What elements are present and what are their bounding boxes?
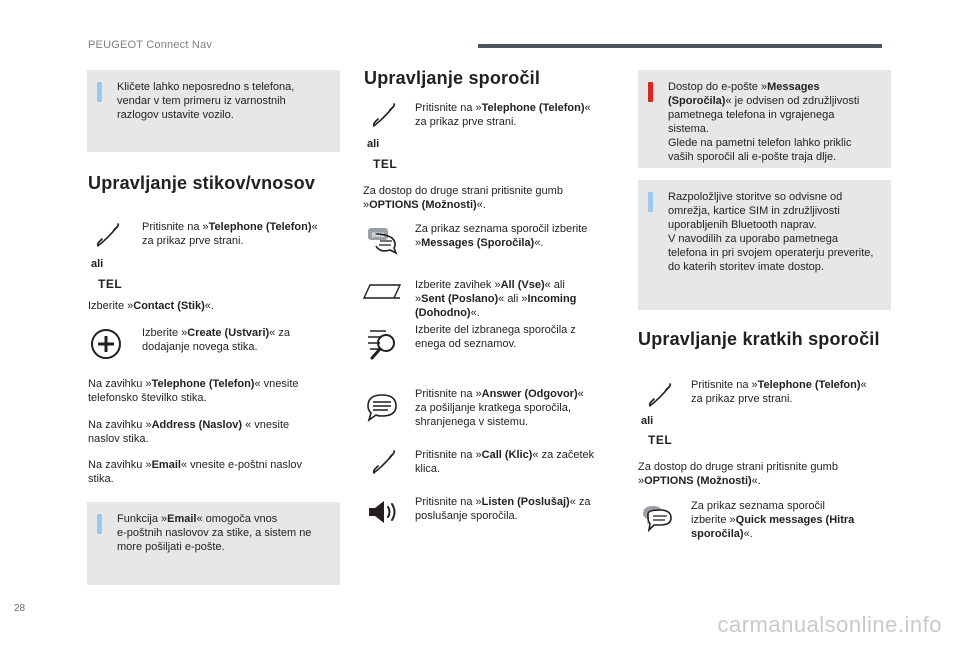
step-press-telephone: Pritisnite na »Telephone (Telefon)« za prikaz prve strani. — [691, 379, 867, 405]
note-text: Razpoložljive storitve so odvisne od omrežja, kartice SIM in združljivosti uporabljenih Bluetooth naprav. V navodilih za uporabo pametnega telefona in pri svojem operaterju preverite, do katerih storitev imate dostop. — [668, 191, 874, 273]
message-icon — [364, 392, 400, 424]
info-note — [87, 70, 340, 152]
page-header-title: PEUGEOT Connect Nav — [88, 39, 213, 51]
step-press-telephone: Pritisnite na »Telephone (Telefon)« za prikaz prve strani. — [142, 221, 318, 247]
search-icon — [364, 325, 400, 361]
step-press-telephone: Pritisnite na »Telephone (Telefon)« za prikaz prve strani. — [415, 102, 591, 128]
info-note-services — [638, 180, 891, 310]
or-label: ali — [641, 415, 654, 427]
quick-message-icon — [640, 503, 674, 533]
step-create-contact: Izberite »Create (Ustvari)« za dodajanje novega stika. — [142, 327, 290, 353]
note-text: Funkcija »Email« omogoča vnos e-poštnih naslovov za stike, a sistem ne more pošiljati e-pošte. — [117, 513, 312, 553]
step-tab-address: Na zavihku »Address (Naslov) « vnesite naslov stika. — [88, 419, 290, 445]
step-select-tab: Izberite zavihek »All (Vse)« ali »Sent (Poslano)« ali »Incoming (Dohodno)«. — [415, 279, 577, 319]
step-options: Za dostop do druge strani pritisnite gumb »OPTIONS (Možnosti)«. — [638, 461, 838, 487]
note-text: Kličete lahko neposredno s telefona, vendar v tem primeru iz varnostnih razlogov ustavite vozilo. — [117, 81, 295, 121]
info-icon — [97, 82, 102, 102]
info-icon — [648, 192, 653, 212]
step-select-contact: Izberite »Contact (Stik)«. — [88, 300, 214, 312]
tel-button-label: TEL — [648, 433, 673, 447]
note-text: Dostop do e-pošte »Messages (Sporočila)« je odvisen od združljivosti pametnega telefona in vgrajenega sistema. Glede na pametni telefon lahko priklic vaših sporočil ali e-pošte traja dlje. — [668, 81, 860, 163]
svg-text:SMS: SMS — [371, 233, 385, 239]
plus-circle-icon — [90, 328, 122, 360]
section-heading-contacts: Upravljanje stikov/vnosov — [88, 173, 316, 193]
warning-icon — [648, 82, 653, 102]
phone-icon — [370, 449, 398, 477]
tel-button-label: TEL — [98, 277, 123, 291]
step-search-message: Izberite del izbranega sporočila z enega od seznamov. — [415, 324, 576, 350]
step-messages-list: Za prikaz seznama sporočil izberite »Messages (Sporočila)«. — [415, 223, 588, 249]
phone-icon — [94, 222, 122, 250]
phone-icon — [370, 102, 398, 130]
step-call: Pritisnite na »Call (Klic)« za začetek klica. — [415, 449, 595, 475]
warning-note — [638, 70, 891, 168]
tabs-icon — [362, 282, 402, 300]
section-heading-short-messages: Upravljanje kratkih sporočil — [638, 329, 880, 349]
step-tab-email: Na zavihku »Email« vnesite e-poštni naslov stika. — [88, 459, 303, 485]
step-tab-phone: Na zavihku »Telephone (Telefon)« vnesite telefonsko številko stika. — [88, 378, 299, 404]
step-options: Za dostop do druge strani pritisnite gumb »OPTIONS (Možnosti)«. — [363, 185, 563, 211]
step-listen: Pritisnite na »Listen (Poslušaj)« za poslušanje sporočila. — [415, 496, 591, 522]
watermark: carmanualsonline.info — [717, 612, 942, 637]
phone-icon — [646, 382, 674, 410]
tel-button-label: TEL — [373, 157, 398, 171]
info-icon — [97, 514, 102, 534]
step-answer: Pritisnite na »Answer (Odgovor)« za pošiljanje kratkega sporočila, shranjenega v sistemu. — [415, 388, 584, 428]
header-bar — [478, 44, 882, 48]
section-heading-messages: Upravljanje sporočil — [364, 68, 541, 88]
speaker-icon — [366, 498, 402, 526]
or-label: ali — [367, 138, 380, 150]
page-number: 28 — [14, 603, 26, 614]
info-note-email — [87, 502, 340, 585]
or-label: ali — [91, 258, 104, 270]
step-quick-messages: Za prikaz seznama sporočil izberite »Quick messages (Hitra sporočila)«. — [691, 500, 855, 540]
sms-icon — [366, 226, 398, 256]
